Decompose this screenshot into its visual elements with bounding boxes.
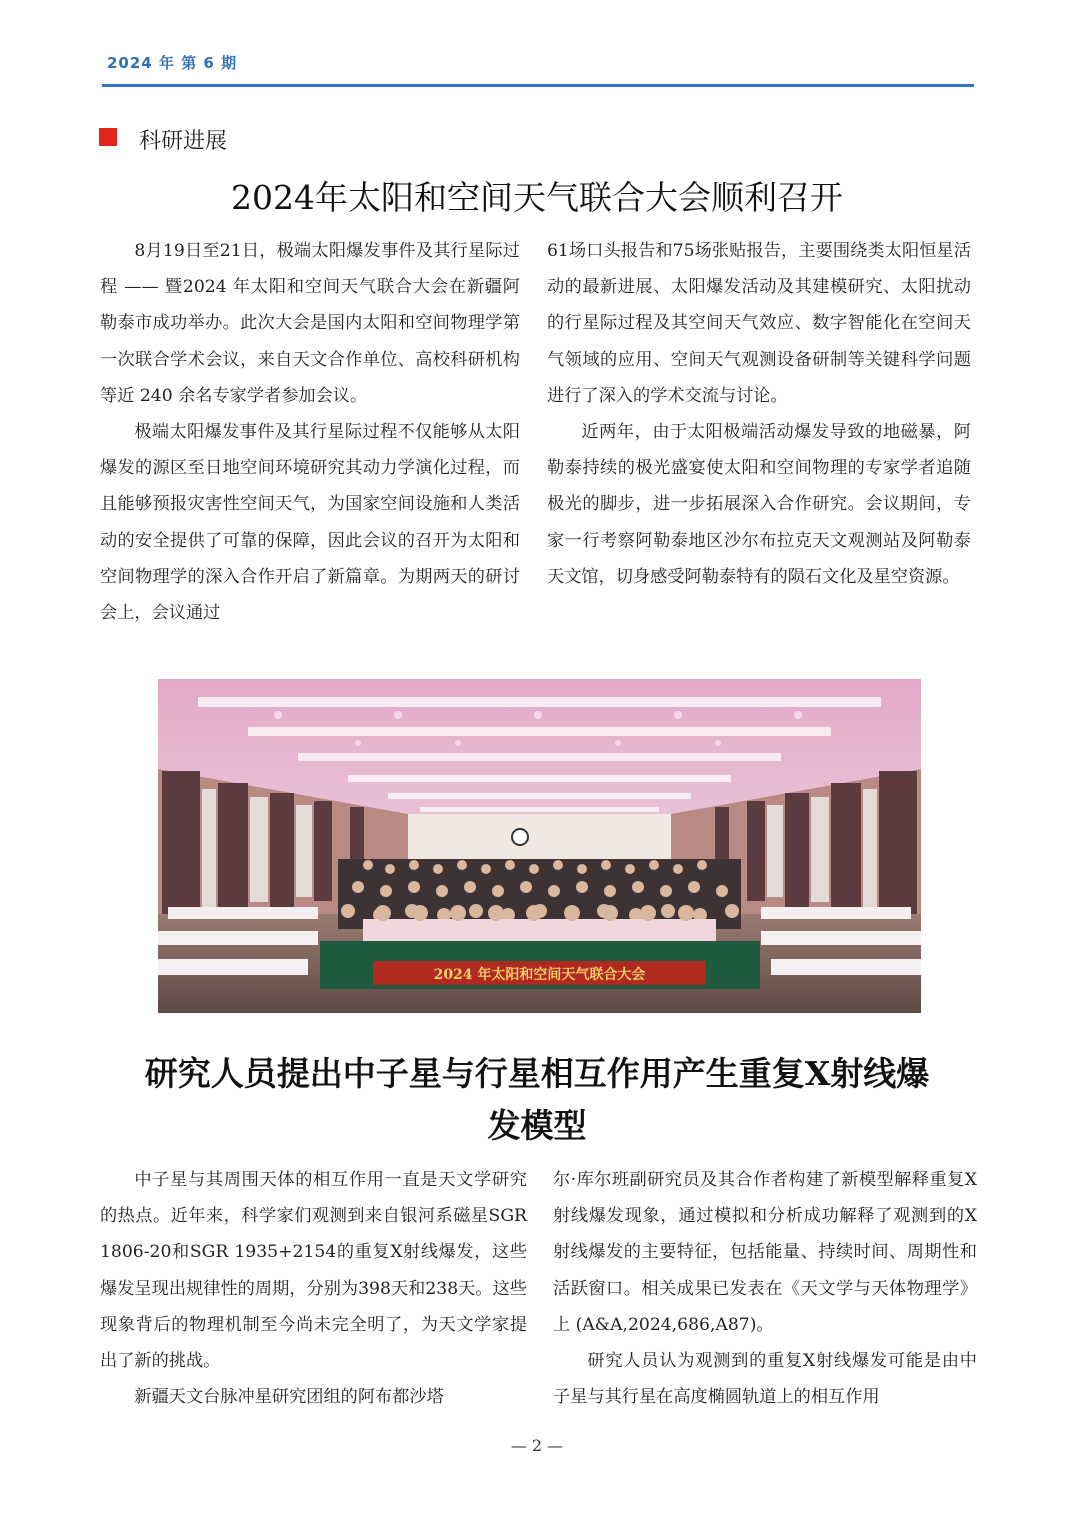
paragraph: 研究人员认为观测到的重复X射线爆发可能是由中子星与其行星在高度椭圆轨道上的相互作用: [553, 1351, 977, 1408]
page-number: — 2 —: [510, 1436, 564, 1455]
article1-left-column: [100, 233, 520, 631]
paragraph: 近两年，由于太阳极端活动爆发导致的地磁暴，阿勒泰持续的极光盛宴使太阳和空间物理的专家学者追随极光的脚步，进一步拓展深入合作研究。会议期间，专家一行考察阿勒泰地区沙尔布拉克天文观测站及阿勒泰天文馆，切身感受阿勒泰特有的陨石文化及星空资源。: [547, 422, 971, 587]
article1-right-column: [547, 233, 971, 595]
article2-title-line2: 发模型: [487, 1106, 587, 1145]
paragraph: 8月19日至21日，极端太阳爆发事件及其行星际过程 —— 暨2024 年太阳和空间天气联合大会在新疆阿勒泰市成功举办。此次大会是国内太阳和空间物理学第一次联合学术会议，来自天文合作单位、高校科研机构等近 240 余名专家学者参加会议。: [100, 241, 520, 406]
conference-group-photo: [158, 679, 921, 1013]
article2-right-column: [553, 1162, 977, 1415]
paragraph: 中子星与其周围天体的相互作用一直是天文学研究的热点。近年来，科学家们观测到来自银河系磁星SGR 1806-20和SGR 1935+2154的重复X射线爆发，这些爆发呈现出规律性的周期，分别为398天和238天。这些现象背后的物理机制至今尚未完全明了，为天文学家提出了新的挑战。: [100, 1170, 527, 1372]
section-marker: [99, 128, 117, 146]
article2-title: [100, 1048, 974, 1152]
article1-title: 2024年太阳和空间天气联合大会顺利召开: [231, 178, 843, 217]
photo-banner-text: 2024 年太阳和空间天气联合大会: [433, 967, 646, 983]
article2-left-column: [100, 1162, 527, 1415]
paragraph: 尔·库尔班副研究员及其合作者构建了新模型解释重复X射线爆发现象，通过模拟和分析成功解释了观测到的X射线爆发的主要特征，包括能量、持续时间、周期性和活跃窗口。相关成果已发表在《天文学与天体物理学》上 (A&A,2024,686,A87)。: [553, 1170, 977, 1335]
section-title: 科研进展: [139, 129, 228, 154]
paragraph: 极端太阳爆发事件及其行星际过程不仅能够从太阳爆发的源区至日地空间环境研究其动力学演化过程，而且能够预报灾害性空间天气，为国家空间设施和人类活动的安全提供了可靠的保障，因此会议的召开为太阳和空间物理学的深入合作开启了新篇章。为期两天的研讨会上，会议通过: [100, 422, 520, 624]
header-rule: [102, 84, 974, 87]
issue-label: 2024 年 第 6 期: [107, 54, 238, 72]
paragraph: 新疆天文台脉冲星研究团组的阿布都沙塔: [134, 1387, 444, 1408]
paragraph: 61场口头报告和75场张贴报告，主要围绕类太阳恒星活动的最新进展、太阳爆发活动及其建模研究、太阳扰动的行星际过程及其空间天气效应、数字智能化在空间天气领域的应用、空间天气观测设备研制等关键科学问题进行了深入的学术交流与讨论。: [547, 241, 971, 406]
article2-title-line1: 研究人员提出中子星与行星相互作用产生重复X射线爆: [144, 1054, 930, 1093]
